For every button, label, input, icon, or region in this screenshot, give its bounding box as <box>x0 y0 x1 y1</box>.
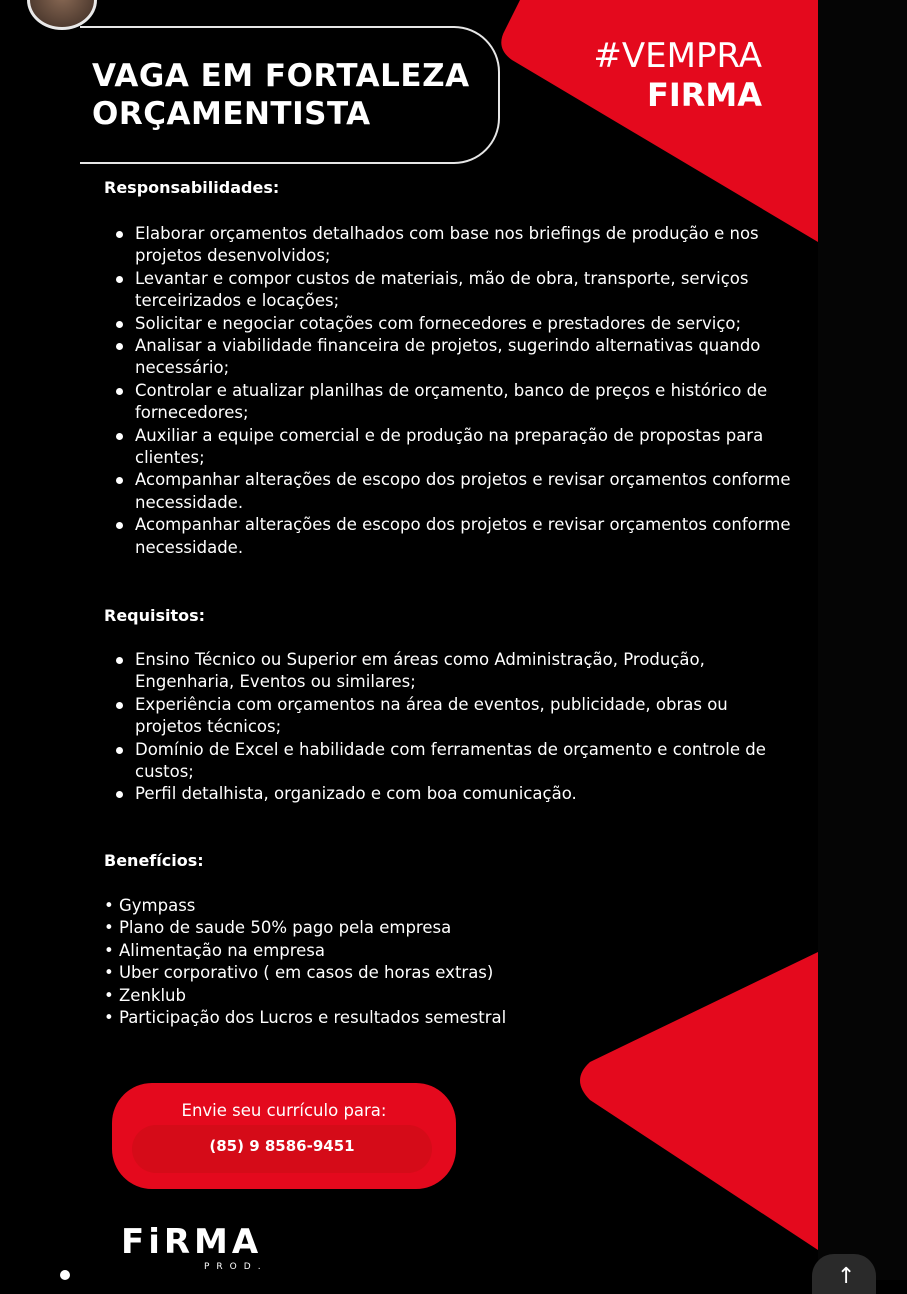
title-line-2: ORÇAMENTISTA <box>92 96 371 132</box>
list-item: Levantar e compor custos de materiais, mão de obra, transporte, serviços terceirizados e locações; <box>112 268 792 313</box>
bottom-red-shape <box>580 952 818 1250</box>
list-item: • Gympass <box>104 895 604 917</box>
responsibilities-heading: Responsabilidades: <box>104 178 280 197</box>
list-item: Acompanhar alterações de escopo dos projetos e revisar orçamentos conforme necessidade. <box>112 469 792 514</box>
benefits-heading: Benefícios: <box>104 851 204 870</box>
cta-phone[interactable]: (85) 9 8586-9451 <box>209 1137 355 1155</box>
list-item: Experiência com orçamentos na área de eventos, publicidade, obras ou projetos técnicos; <box>112 694 792 739</box>
list-item: Perfil detalhista, organizado e com boa comunicação. <box>112 783 792 805</box>
cta-label: Envie seu currículo para: <box>181 1101 387 1120</box>
list-item: Domínio de Excel e habilidade com ferramentas de orçamento e controle de custos; <box>112 739 792 784</box>
cta-phone-box[interactable] <box>132 1125 432 1173</box>
page-indicator-dot <box>60 1270 70 1280</box>
requirements-list <box>112 649 792 806</box>
title-frame <box>80 26 500 164</box>
benefits-list <box>104 895 604 1029</box>
title-line-1: VAGA EM FORTALEZA <box>92 58 470 94</box>
firma-logo: FiRMA <box>121 1222 263 1262</box>
requirements-heading: Requisitos: <box>104 606 206 625</box>
side-strip <box>818 0 907 1280</box>
chevron-up-icon[interactable]: ↑ <box>837 1264 856 1289</box>
list-item: Acompanhar alterações de escopo dos projetos e revisar orçamentos conforme necessidade. <box>112 514 792 559</box>
responsibilities-list <box>112 223 792 559</box>
list-item: Analisar a viabilidade financeira de projetos, sugerindo alternativas quando necessário; <box>112 335 792 380</box>
list-item: • Plano de saude 50% pago pela empresa <box>104 917 604 939</box>
list-item: • Participação dos Lucros e resultados semestral <box>104 1007 604 1029</box>
hashtag-line-1: #VEMPRA <box>593 36 762 76</box>
list-item: Solicitar e negociar cotações com fornecedores e prestadores de serviço; <box>112 313 792 335</box>
list-item: • Alimentação na empresa <box>104 940 604 962</box>
firma-logo-sub: PROD. <box>204 1262 268 1272</box>
list-item: • Zenklub <box>104 985 604 1007</box>
list-item: Elaborar orçamentos detalhados com base nos briefings de produção e nos projetos desenvolvidos; <box>112 223 792 268</box>
list-item: Controlar e atualizar planilhas de orçamento, banco de preços e histórico de fornecedores; <box>112 380 792 425</box>
list-item: Auxiliar a equipe comercial e de produção na preparação de propostas para clientes; <box>112 425 792 470</box>
hashtag-line-2: FIRMA <box>646 76 762 114</box>
list-item: • Uber corporativo ( em casos de horas extras) <box>104 962 604 984</box>
list-item: Ensino Técnico ou Superior em áreas como Administração, Produção, Engenharia, Eventos ou similares; <box>112 649 792 694</box>
cta-box <box>112 1083 456 1189</box>
